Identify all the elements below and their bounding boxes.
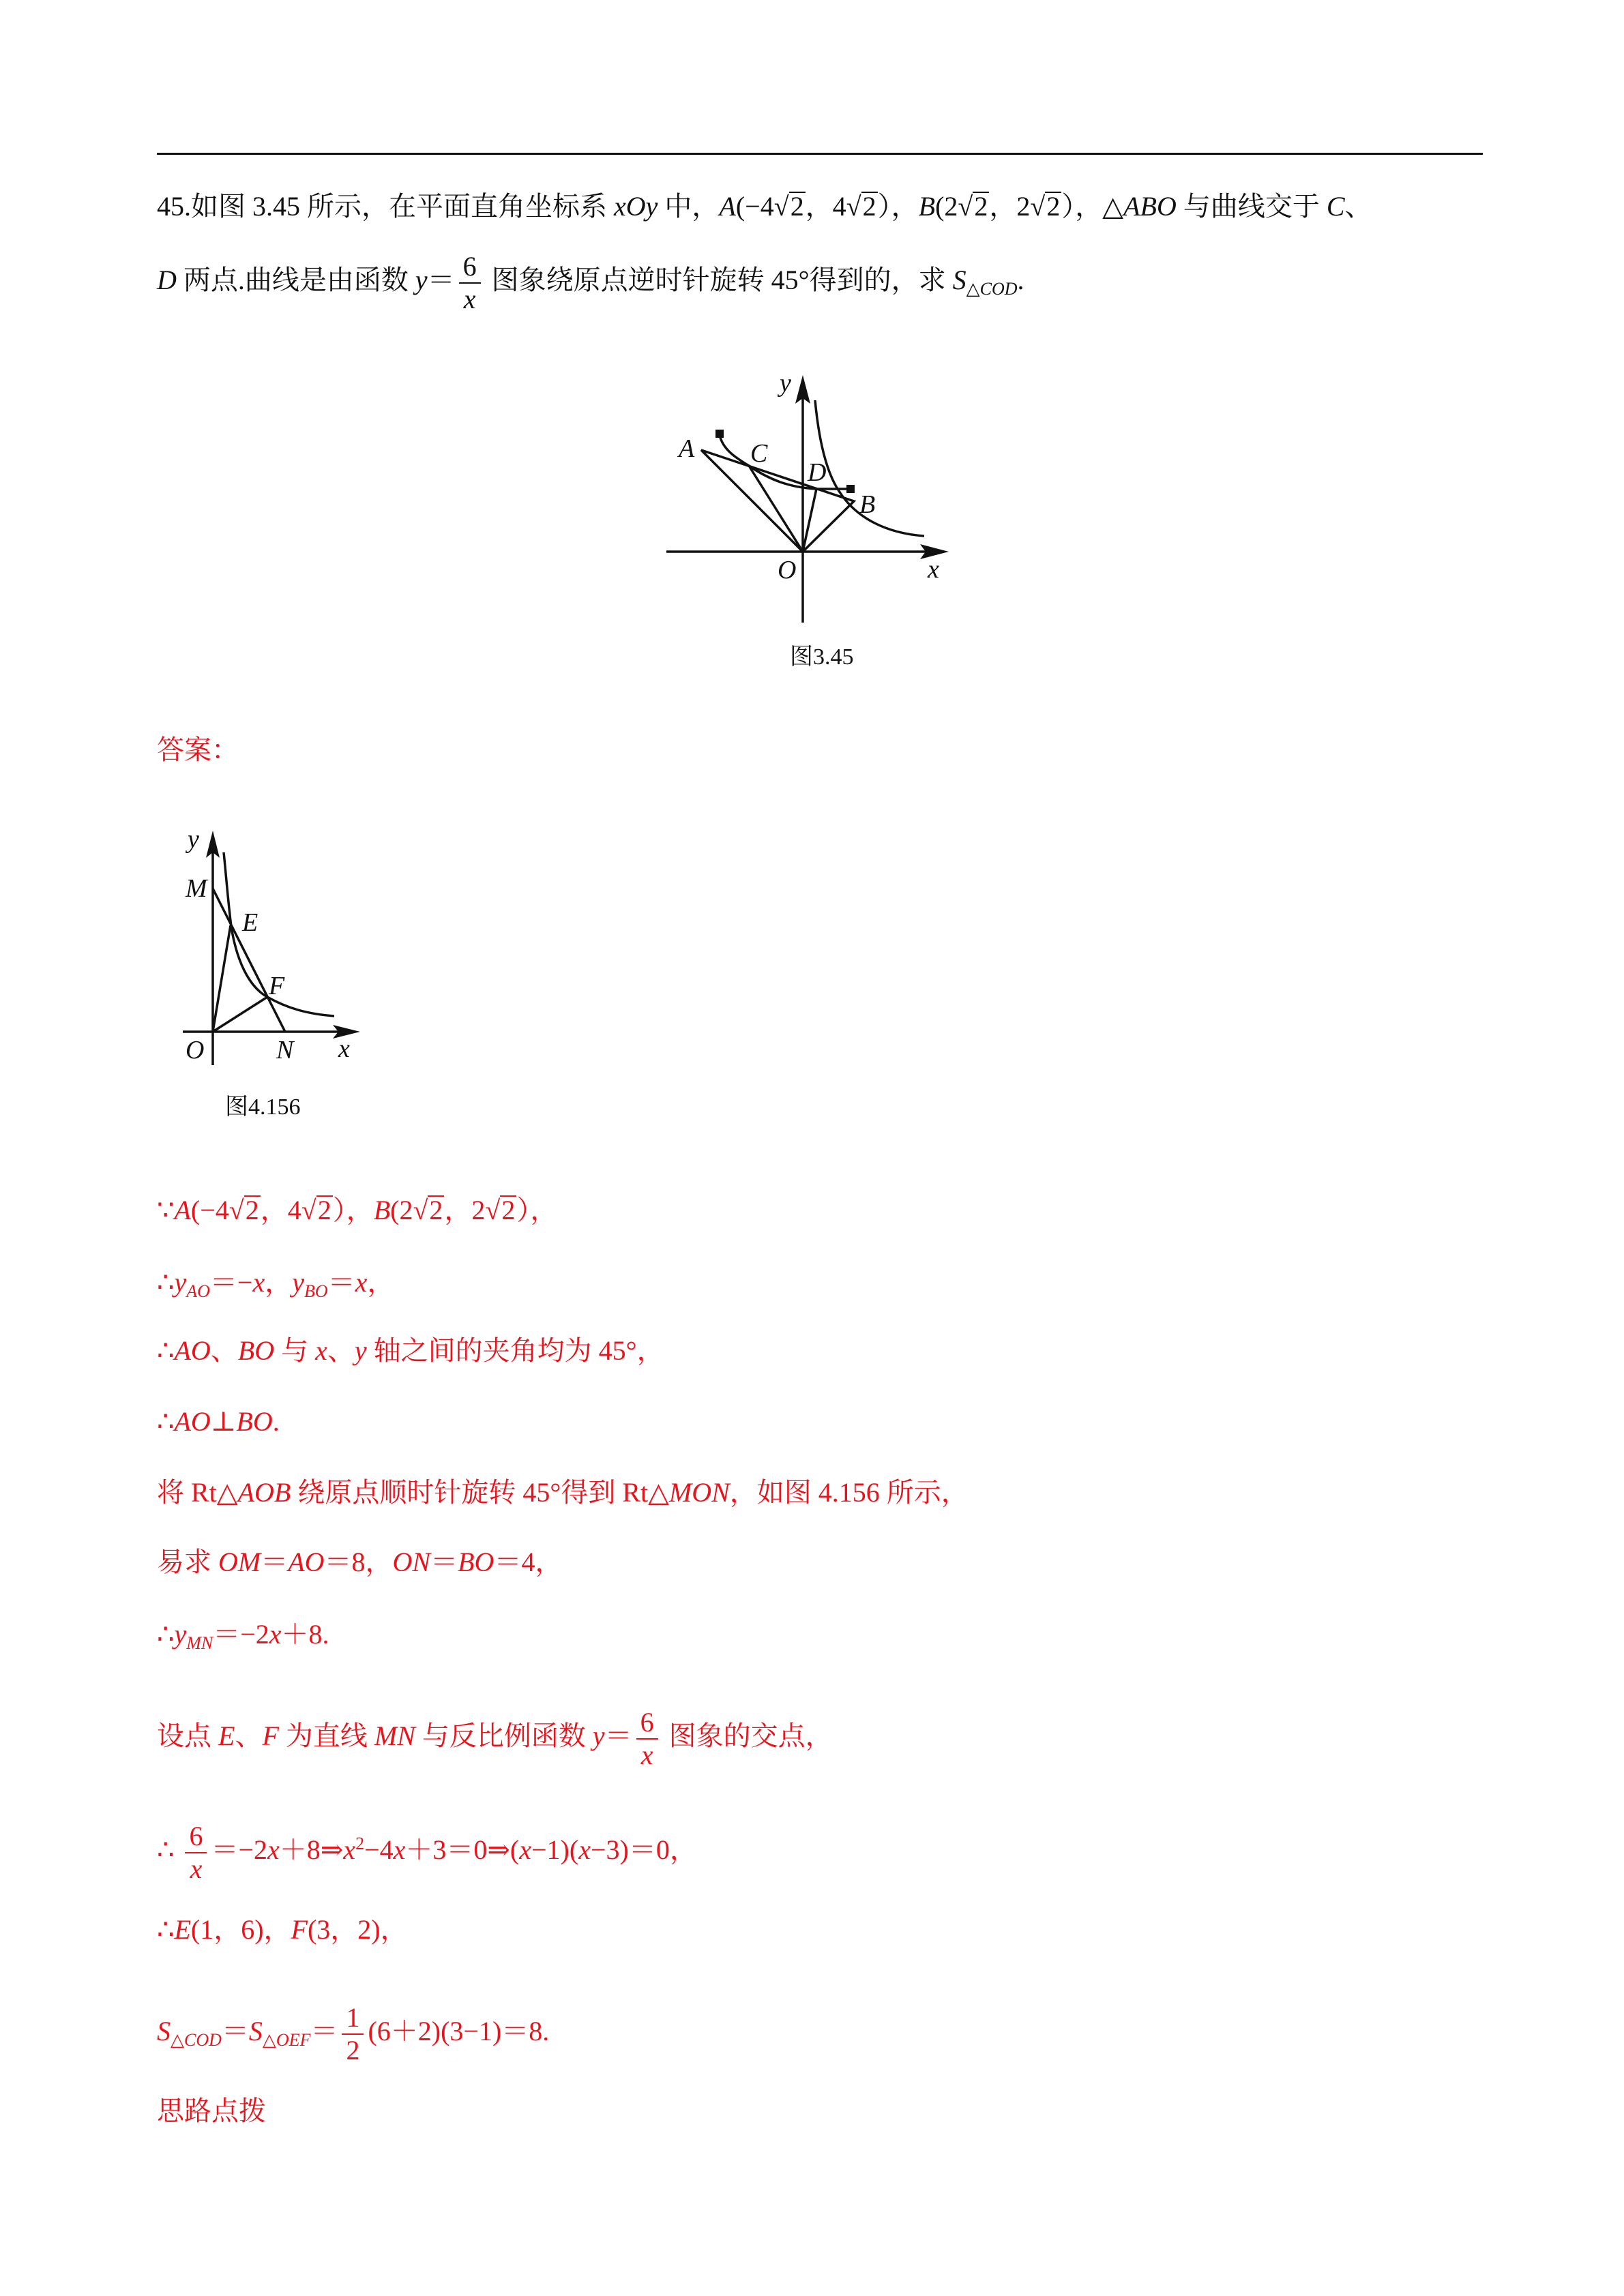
text-run: ＝ xyxy=(327,1267,355,1298)
text-run: ＝ xyxy=(430,1547,458,1577)
math-variable: AOB xyxy=(237,1477,291,1508)
math-variable: x xyxy=(267,1834,280,1866)
sqrt-radical-icon: √ xyxy=(846,191,861,222)
text-run: (1，6)， xyxy=(190,1914,291,1945)
answer-line-10 xyxy=(157,1912,408,1948)
math-variable: S xyxy=(157,2016,171,2047)
label-b: B xyxy=(859,490,876,519)
text-run: 与反比例函数 xyxy=(415,1720,593,1752)
text-run: 45.如图 3.45 所示，在平面直角坐标系 xyxy=(157,191,614,222)
math-variable: B xyxy=(918,191,936,222)
text-run: ，2 xyxy=(989,191,1031,222)
sqrt-argument: 2 xyxy=(790,191,804,222)
text-run: ，4 xyxy=(260,1195,301,1225)
label-f: F xyxy=(269,972,285,1000)
math-variable: A xyxy=(174,1195,191,1225)
text-run: ， xyxy=(367,1267,395,1298)
fraction-denominator: x xyxy=(640,1740,653,1770)
label-d: D xyxy=(808,458,827,487)
text-run: ＝−2 xyxy=(213,1619,269,1650)
text-run: ∴ xyxy=(157,1619,175,1650)
sqrt-argument: 2 xyxy=(974,191,988,222)
sqrt-radical-icon: √ xyxy=(1030,191,1046,222)
text-run: ，4 xyxy=(805,191,846,222)
math-variable: F xyxy=(262,1720,279,1752)
label-o: O xyxy=(778,556,797,584)
figure-4-156-caption: 图4.156 xyxy=(225,1094,301,1120)
text-run: 两点.曲线是由函数 xyxy=(176,265,415,296)
fraction-numerator: 6 xyxy=(636,1707,658,1740)
text-run: 与曲线交于 xyxy=(1176,191,1327,222)
label-c: C xyxy=(750,439,768,468)
text-run: ＝ xyxy=(604,1720,632,1752)
text-run: ＝ xyxy=(427,265,455,296)
fraction-numerator: 6 xyxy=(185,1821,207,1853)
sqrt-radical-icon: √ xyxy=(773,191,789,222)
label-e: E xyxy=(242,908,259,937)
text-run: −4 xyxy=(364,1834,394,1866)
sqrt-argument: 2 xyxy=(862,191,876,222)
sqrt-argument: 2 xyxy=(429,1195,443,1225)
math-variable: x xyxy=(519,1834,531,1866)
text-run: 易求 xyxy=(157,1547,218,1577)
text-run: ＝ xyxy=(310,2016,338,2047)
text-run: ＝8， xyxy=(324,1547,393,1577)
math-variable: AO xyxy=(174,1335,211,1366)
math-variable: x xyxy=(355,1267,368,1298)
text-run: (2 xyxy=(390,1195,413,1225)
answer-label: 答案： xyxy=(157,734,239,765)
text-run: ）， xyxy=(516,1195,558,1225)
math-variable: y xyxy=(292,1267,304,1298)
math-variable: AO xyxy=(174,1406,211,1437)
math-variable: x xyxy=(315,1335,327,1366)
math-variable: y xyxy=(174,1267,187,1298)
math-subscript: △OEF xyxy=(262,2030,311,2051)
text-run: ， xyxy=(265,1267,293,1298)
math-variable: D xyxy=(157,265,177,296)
label-y: y xyxy=(780,369,791,398)
sqrt-argument: 2 xyxy=(501,1195,516,1225)
text-run: . xyxy=(272,1406,280,1437)
text-run: ＝4， xyxy=(494,1547,563,1577)
answer-line-8 xyxy=(157,1707,833,1770)
curve-endpoint-marker xyxy=(846,485,855,493)
label-m: M xyxy=(186,874,207,903)
segment-oc xyxy=(749,466,803,552)
text-run: 、 xyxy=(327,1335,355,1366)
sqrt-radical-icon: √ xyxy=(413,1195,428,1225)
answer-line-3 xyxy=(157,1333,664,1369)
math-subscript: MN xyxy=(186,1633,213,1653)
text-run: ），△ xyxy=(1061,191,1124,222)
math-variable: y xyxy=(415,265,428,296)
text-run: 、 xyxy=(235,1720,263,1752)
fraction-numerator: 6 xyxy=(459,251,481,284)
math-superscript: 2 xyxy=(355,1834,365,1854)
fraction-denominator: 2 xyxy=(346,2035,360,2066)
math-variable: xOy xyxy=(614,191,658,222)
text-run: ＝ xyxy=(261,1547,289,1577)
text-run: ）， xyxy=(332,1195,374,1225)
answer-line-9 xyxy=(157,1821,697,1884)
text-run: ＋8⇒ xyxy=(279,1834,344,1866)
text-run: ＋8. xyxy=(281,1619,329,1650)
math-variable: BO xyxy=(237,1335,275,1366)
text-run: (2 xyxy=(935,191,958,222)
label-y: y xyxy=(188,825,199,854)
text-run: (−4 xyxy=(190,1195,229,1225)
text-run: 、 xyxy=(210,1335,238,1366)
text-run: 绕原点顺时针旋转 45°得到 Rt△ xyxy=(291,1477,669,1508)
math-sqrt xyxy=(229,1193,261,1228)
segment-od xyxy=(803,489,816,552)
text-run: 与 xyxy=(274,1335,316,1366)
sqrt-radical-icon: √ xyxy=(958,191,973,222)
figure-4-156 xyxy=(0,784,477,1091)
answer-line-7 xyxy=(157,1617,329,1652)
text-run: 中， xyxy=(658,191,720,222)
math-variable: C xyxy=(1326,191,1345,222)
fraction-denominator: x xyxy=(463,284,476,314)
answer-line-6 xyxy=(157,1545,562,1580)
text-run: 为直线 xyxy=(278,1720,374,1752)
math-subscript: △COD xyxy=(966,279,1018,299)
text-run: 设点 xyxy=(157,1720,218,1752)
text-run: ∴ xyxy=(157,1267,175,1298)
text-run: 、 xyxy=(1344,191,1372,222)
math-variable: B xyxy=(373,1195,391,1225)
text-run: (3，2)， xyxy=(307,1914,408,1945)
text-run: ＝−2 xyxy=(211,1834,268,1866)
answer-line-4 xyxy=(157,1404,280,1440)
math-fraction xyxy=(342,2002,364,2066)
text-run: ）， xyxy=(877,191,919,222)
math-variable: y xyxy=(592,1720,605,1752)
math-variable: y xyxy=(174,1619,187,1650)
math-fraction xyxy=(636,1707,658,1771)
math-variable: E xyxy=(174,1914,191,1945)
math-variable: MON xyxy=(668,1477,730,1508)
text-run: ，如图 4.156 所示， xyxy=(729,1477,969,1508)
math-variable: A xyxy=(719,191,736,222)
math-variable: MN xyxy=(374,1720,415,1752)
math-subscript: AO xyxy=(186,1281,210,1301)
text-run: ∵ xyxy=(157,1195,175,1225)
text-run: ∴ xyxy=(157,1914,175,1945)
math-variable: ON xyxy=(392,1547,431,1577)
math-subscript: △COD xyxy=(171,2030,222,2051)
sqrt-argument: 2 xyxy=(245,1195,259,1225)
label-a: A xyxy=(679,434,695,463)
text-run: 轴之间的夹角均为 45°， xyxy=(366,1335,664,1366)
text-run: ＋3＝0⇒( xyxy=(405,1834,520,1866)
answer-line-11 xyxy=(157,2002,550,2066)
math-variable: x xyxy=(578,1834,591,1866)
text-run: (−4 xyxy=(735,191,774,222)
text-run: ∴ xyxy=(157,1406,175,1437)
label-x: x xyxy=(338,1034,350,1063)
label-o: O xyxy=(186,1036,205,1064)
sqrt-radical-icon: √ xyxy=(228,1195,244,1225)
label-x: x xyxy=(928,555,939,584)
text-run: −3)＝0， xyxy=(590,1834,697,1866)
answer-line-2 xyxy=(157,1265,394,1300)
text-run: ，2 xyxy=(444,1195,486,1225)
answer-line-12 xyxy=(157,2093,266,2129)
math-variable: S xyxy=(952,265,966,296)
label-n: N xyxy=(276,1036,294,1064)
math-variable: S xyxy=(248,2016,263,2047)
math-sqrt xyxy=(301,1193,333,1228)
curve-endpoint-marker xyxy=(715,430,724,438)
math-variable: y xyxy=(354,1335,367,1366)
math-variable: OM xyxy=(218,1547,261,1577)
sqrt-radical-icon: √ xyxy=(301,1195,316,1225)
text-run: −1)( xyxy=(531,1834,579,1866)
math-variable: x xyxy=(252,1267,265,1298)
text-run: (6＋2)(3−1)＝8. xyxy=(368,2016,550,2047)
math-sqrt xyxy=(413,1193,444,1228)
math-variable: BO xyxy=(236,1406,273,1437)
triangle-abo xyxy=(701,450,854,552)
math-sqrt xyxy=(485,1193,516,1228)
math-variable: BO xyxy=(458,1547,494,1577)
math-variable: x xyxy=(343,1834,356,1866)
text-run: ⊥ xyxy=(210,1406,237,1437)
math-variable: ABO xyxy=(1123,191,1177,222)
math-variable: E xyxy=(218,1720,235,1752)
text-run: ＝− xyxy=(209,1267,253,1298)
sqrt-argument: 2 xyxy=(317,1195,331,1225)
answer-line-1 xyxy=(157,1193,557,1228)
text-run: ＝ xyxy=(221,2016,249,2047)
text-run: 图象的交点， xyxy=(662,1720,833,1752)
math-variable: x xyxy=(393,1834,406,1866)
sqrt-argument: 2 xyxy=(1046,191,1061,222)
sqrt-radical-icon: √ xyxy=(485,1195,501,1225)
math-variable: F xyxy=(291,1914,308,1945)
text-run: 将 Rt△ xyxy=(157,1477,238,1508)
math-fraction xyxy=(185,1821,207,1885)
math-variable: x xyxy=(269,1619,282,1650)
text-run: ∴ xyxy=(157,1834,181,1866)
text-run: ∴ xyxy=(157,1335,175,1366)
math-variable: AO xyxy=(288,1547,325,1577)
answer-line-5 xyxy=(157,1475,969,1510)
text-run: . xyxy=(1017,265,1024,296)
fraction-numerator: 1 xyxy=(342,2002,364,2035)
fraction-denominator: x xyxy=(190,1853,203,1884)
text-run: 图象绕原点逆时针旋转 45°得到的，求 xyxy=(484,265,953,296)
segment-of xyxy=(213,997,267,1032)
segment-oe xyxy=(213,925,231,1032)
text-run: 思路点拨 xyxy=(157,2096,266,2126)
math-subscript: BO xyxy=(304,1281,328,1301)
figure-3-45-caption: 图3.45 xyxy=(790,644,854,670)
